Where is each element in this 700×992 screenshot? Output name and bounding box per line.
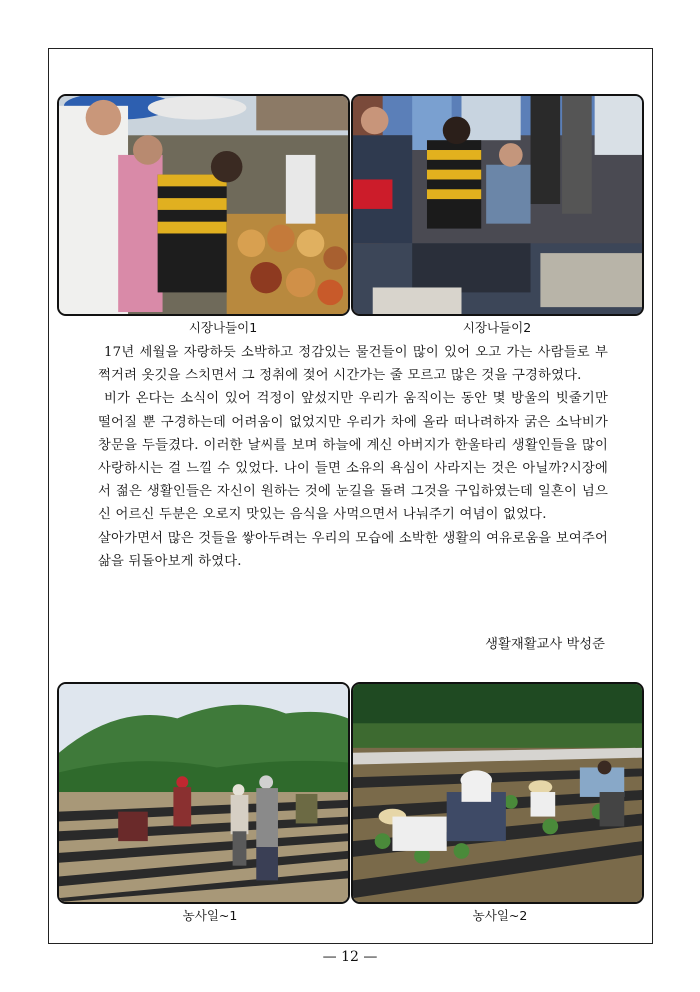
- article-paragraph-2: 비가 온다는 소식이 있어 걱정이 앞섰지만 우리가 움직이는 동안 몇 방울의 빗줄기만 떨어질 뿐 구경하는데 어려움이 없었지만 우리가 차에 올라 떠나려하자 굵은 소낙비가 창문을 두들겼다. 이러한 날씨를 보며 하늘에 계신 아버지가 한울타리 생활인들을 많이 사랑하시는 걸 느낄 수 있었다. 나이 들면 소유의 욕심이 사라지는 것은 아닐까?시장에서 젊은 생활인들은 자신이 원하는 것에 눈길을 돌려 그것을 구입하였는데 일흔이 넘으신 어르신 두분은 오로지 맛있는 음식을 사먹으면서 나눠주기 여념이 없었다.: [98, 391, 608, 523]
- article-body: [98, 341, 608, 573]
- market-photo-1: [57, 94, 350, 316]
- farm-photo-2: [351, 682, 644, 904]
- farm-photo-1-caption: 농사일~1: [182, 908, 238, 923]
- page-number: — 12 —: [322, 949, 378, 965]
- farm-photo-1: [57, 682, 350, 904]
- market-photo-2-caption: 시장나들이2: [462, 320, 532, 335]
- farm-photo-2-caption: 농사일~2: [472, 908, 528, 923]
- article-author: 생활재활교사 박성준: [485, 637, 605, 652]
- article-paragraph-3: 살아가면서 많은 것들을 쌓아두려는 우리의 모습에 소박한 생활의 여유로움을 보여주어 삶을 뒤돌아보게 하였다.: [98, 530, 608, 569]
- article-paragraph-1: 17년 세월을 자랑하듯 소박하고 정감있는 물건들이 많이 있어 오고 가는 사람들로 부쩍거려 옷깃을 스치면서 그 정취에 젖어 시간가는 줄 모르고 많은 것을 구경하였다.: [98, 345, 608, 384]
- market-photo-2: [351, 94, 644, 316]
- market-photo-1-caption: 시장나들이1: [188, 320, 258, 335]
